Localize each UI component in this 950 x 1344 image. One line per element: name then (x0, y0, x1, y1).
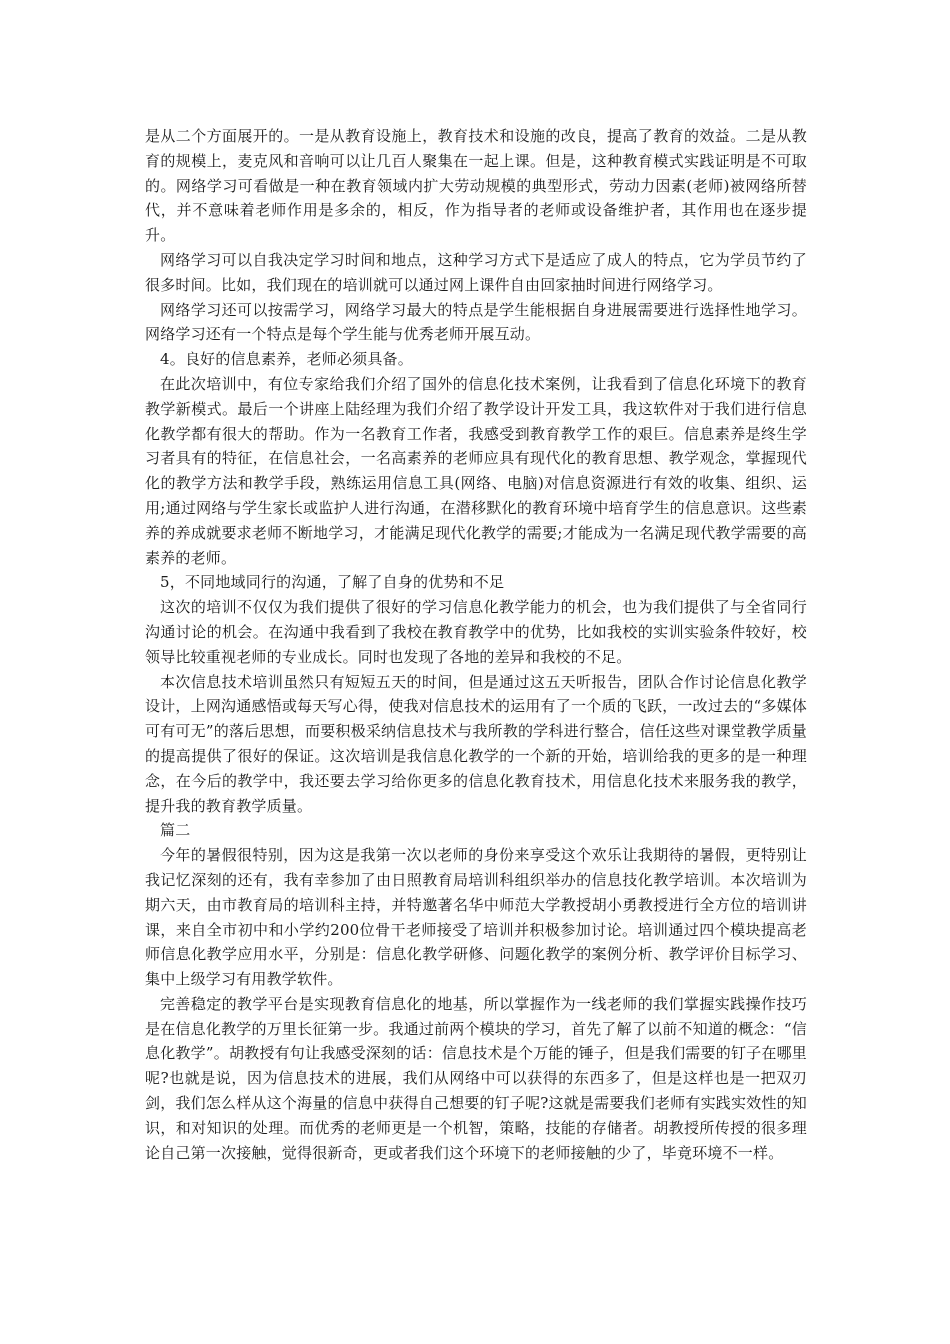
paragraph: 今年的暑假很特别，因为这是我第一次以老师的身份来享受这个欢乐让我期待的暑假，更特别让我记忆深刻的还有，我有幸参加了由日照教育局培训科组织举办的信息技化教学培训。本次培训为期六天，由市教育局的培训科主持，并特邀著名华中师范大学教授胡小勇教授进行全方位的培训讲课，来自全市初中和小学约200位骨干老师接受了培训并积极参加讨论。培训通过四个模块提高老师信息化教学应用水平，分别是：信息化教学研修、问题化教学的案例分析、教学评价目标学习、集中上级学习有用教学软件。 (145, 846, 807, 989)
paragraph: 是从二个方面展开的。一是从教育设施上，教育技术和设施的改良，提高了教育的效益。二是从教育的规模上，麦克风和音响可以让几百人聚集在一起上课。但是，这种教育模式实践证明是不可取的。网络学习可看做是一种在教育领域内扩大劳动规模的典型形式，劳动力因素(老师)被网络所替代，并不意味着老师作用是多余的，相反，作为指导者的老师或设备维护者，其作用也在逐步提升。 (145, 127, 807, 245)
paragraph: 网络学习还可以按需学习，网络学习最大的特点是学生能根据自身进展需要进行选择性地学习。网络学习还有一个特点是每个学生能与优秀老师开展互动。 (145, 300, 807, 344)
paragraph: 本次信息技术培训虽然只有短短五天的时间，但是通过这五天听报告，团队合作讨论信息化教学设计，上网沟通感悟或每天写心得，使我对信息技术的运用有了一个质的飞跃，一改过去的“多媒体可有可无”的落后思想，而要积极采纳信息技术与我所教的学科进行整合，信任这些对课堂教学质量的提高提供了很好的保证。这次培训是我信息化教学的一个新的开始，培训给我的更多的是一种理念，在今后的教学中，我还要去学习给你更多的信息化教育技术，用信息化技术来服务我的教学，提升我的教育教学质量。 (145, 672, 807, 815)
section-heading: 4。良好的信息素养，老师必须具备。 (160, 350, 413, 369)
paragraph: 完善稳定的教学平台是实现教育信息化的地基，所以掌握作为一线老师的我们掌握实践操作技巧是在信息化教学的万里长征第一步。我通过前两个模块的学习，首先了解了以前不知道的概念：“信息化教学”。胡教授有句让我感受深刻的话：信息技术是个万能的锤子，但是我们需要的钉子在哪里呢?也就是说，因为信息技术的进展，我们从网络中可以获得的东西多了，但是这样也是一把双刃剑，我们怎么样从这个海量的信息中获得自己想要的钉子呢?这就是需要我们老师有实践实效性的知识，和对知识的处理。而优秀的老师更是一个机智，策略，技能的存储者。胡教授所传授的很多理论自己第一次接触，觉得很新奇，更或者我们这个环境下的老师接触的少了，毕竟环境不一样。 (145, 994, 807, 1162)
section-heading: 5，不同地域同行的沟通，了解了自身的优势和不足 (160, 573, 505, 592)
paragraph: 这次的培训不仅仅为我们提供了很好的学习信息化教学能力的机会，也为我们提供了与全省同行沟通讨论的机会。在沟通中我看到了我校在教育教学中的优势，比如我校的实训实验条件较好，校领导比较重视老师的专业成长。同时也发现了各地的差异和我校的不足。 (145, 598, 807, 666)
paragraph: 在此次培训中，有位专家给我们介绍了国外的信息化技术案例，让我看到了信息化环境下的教育教学新模式。最后一个讲座上陆经理为我们介绍了教学设计开发工具，我这软件对于我们进行信息化教学都有很大的帮助。作为一名教育工作者，我感受到教育教学工作的艰巨。信息素养是终生学习者具有的特征，在信息社会，一名高素养的老师应具有现代化的教育思想、教学观念，掌握现代化的教学方法和教学手段，熟练运用信息工具(网络、电脑)对信息资源进行有效的收集、组织、运用;通过网络与学生家长或监护人进行沟通，在潜移默化的教育环境中培育学生的信息意识。这些素养的养成就要求老师不断地学习，才能满足现代化教学的需要;才能成为一名满足现代教学需要的高素养的老师。 (145, 374, 807, 567)
part-title: 篇二 (160, 821, 191, 840)
document-body (145, 124, 807, 1165)
paragraph: 网络学习可以自我决定学习时间和地点，这种学习方式下是适应了成人的特点，它为学员节约了很多时间。比如，我们现在的培训就可以通过网上课件自由回家抽时间进行网络学习。 (145, 250, 807, 294)
